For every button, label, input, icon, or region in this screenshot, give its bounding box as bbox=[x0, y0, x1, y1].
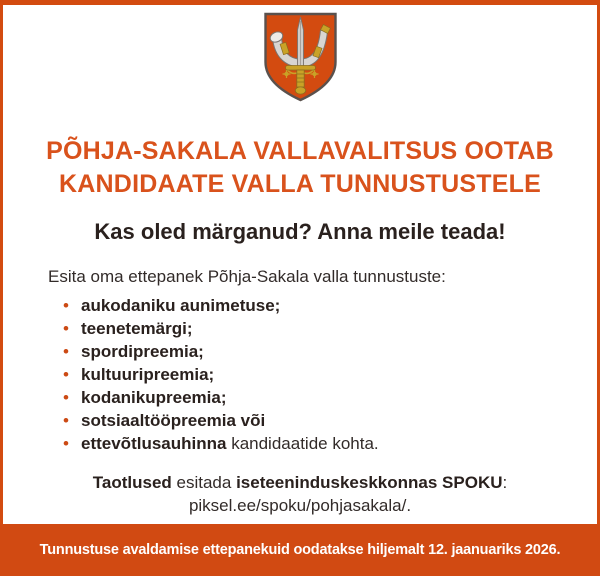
bullet-dot-icon: • bbox=[63, 319, 69, 338]
application-bold-spoku: iseteeninduskeskkonnas SPOKU bbox=[236, 473, 503, 492]
headline-line2: KANDIDAATE VALLA TUNNUSTUSTELE bbox=[59, 170, 541, 198]
bullet-dot-icon: • bbox=[63, 365, 69, 384]
bullet-dot-icon: • bbox=[63, 411, 69, 430]
award-suffix: kandidaatide kohta. bbox=[226, 434, 379, 453]
award-name: kodanikupreemia; bbox=[81, 388, 227, 407]
deadline-banner bbox=[0, 524, 600, 576]
poster-headline bbox=[20, 135, 580, 201]
application-url: piksel.ee/spoku/pohjasakala/. bbox=[188, 496, 412, 515]
award-name: teenetemärgi; bbox=[81, 319, 193, 338]
award-list-item bbox=[48, 340, 552, 363]
bullet-dot-icon: • bbox=[63, 296, 69, 315]
bullet-dot-icon: • bbox=[63, 434, 69, 453]
award-list-item bbox=[48, 317, 552, 340]
bullet-dot-icon: • bbox=[63, 342, 69, 361]
award-list-item bbox=[48, 409, 552, 432]
award-list-item bbox=[48, 386, 552, 409]
award-name: kultuuripreemia; bbox=[81, 365, 215, 384]
award-name: spordipreemia; bbox=[81, 342, 204, 361]
poster-subheadline: Kas oled märganud? Anna meile teada! bbox=[94, 219, 506, 244]
coat-of-arms-icon bbox=[262, 12, 339, 102]
award-name: aukodaniku aunimetuse; bbox=[81, 296, 281, 315]
application-instruction: Taotlused esitada iseteeninduskeskkonnas SPOKU: bbox=[92, 473, 508, 492]
crest-container bbox=[0, 0, 600, 107]
award-list-item bbox=[48, 294, 552, 317]
deadline-banner-text: Tunnustuse avaldamise ettepanekuid oodatakse hiljemalt 12. jaanuariks 2026. bbox=[39, 542, 561, 558]
bullet-dot-icon: • bbox=[63, 388, 69, 407]
application-bold-taotlused: Taotlused bbox=[92, 473, 172, 492]
award-name: ettevõtlusauhinna bbox=[81, 434, 227, 453]
application-info bbox=[0, 471, 600, 517]
award-list bbox=[0, 294, 600, 455]
award-name: sotsiaaltööpreemia või bbox=[81, 411, 266, 430]
intro-text: Esita oma ettepanek Põhja-Sakala valla tunnustuste: bbox=[48, 267, 446, 286]
award-list-item bbox=[48, 363, 552, 386]
award-list-item bbox=[48, 432, 552, 455]
headline-line1: PÕHJA-SAKALA VALLAVALITSUS OOTAB bbox=[46, 137, 554, 165]
